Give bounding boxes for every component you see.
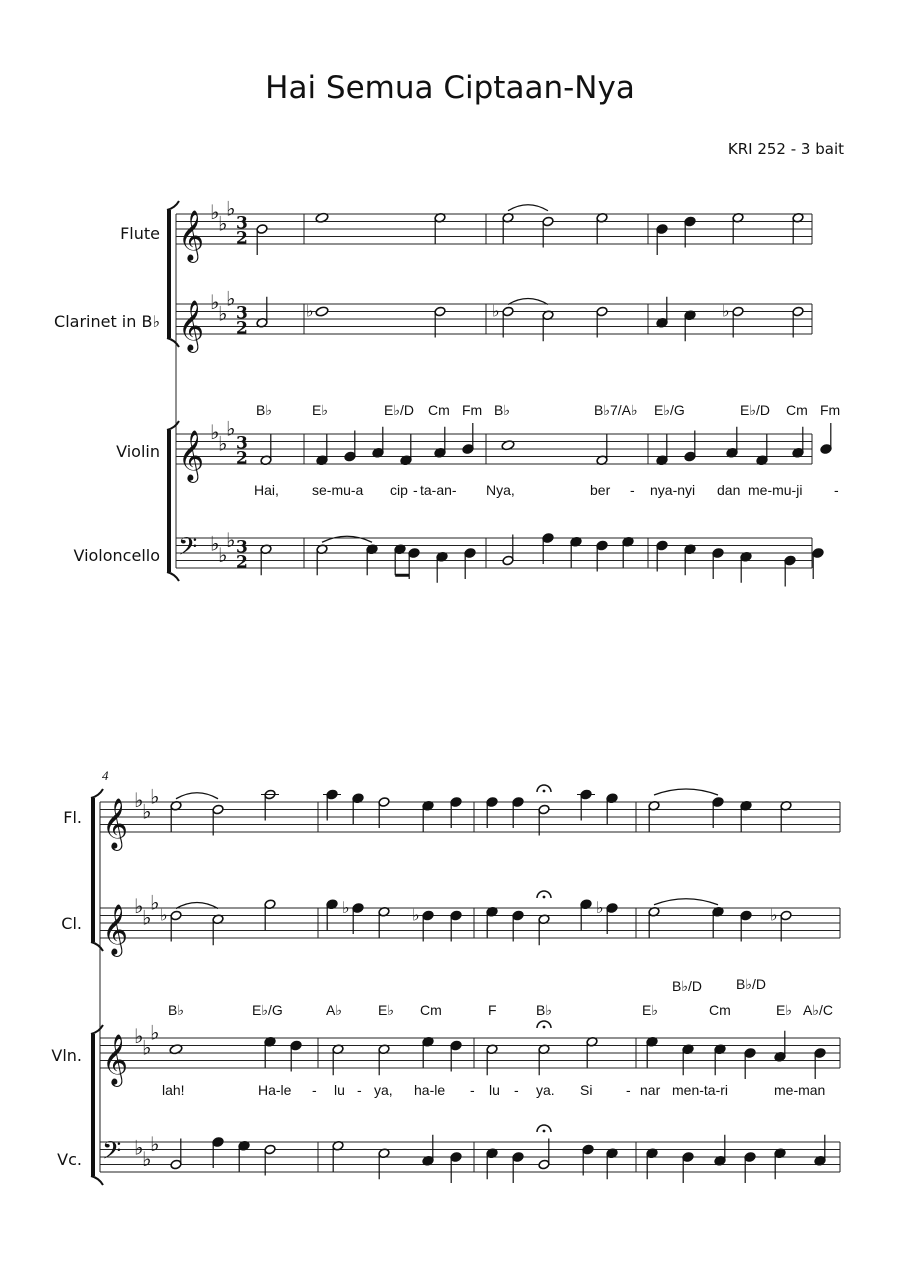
flat-accidental-icon: ♭	[492, 301, 500, 321]
flat-icon: ♭	[134, 1024, 144, 1048]
flat-icon: ♭	[218, 431, 228, 456]
lyric-syllable: me-man	[774, 1082, 826, 1098]
lyric-syllable: nar	[640, 1082, 661, 1098]
note-head	[582, 1144, 594, 1155]
fermata-dot	[543, 790, 546, 793]
lyric-syllable: dan	[717, 482, 741, 498]
part-name-flute: Flute	[120, 224, 160, 243]
flat-icon: ♭	[226, 416, 236, 441]
note-head	[256, 224, 268, 235]
note-head	[712, 548, 724, 559]
note-head	[712, 797, 724, 808]
treble-clef-icon: 𝄞	[102, 904, 129, 955]
flat-accidental-icon: ♭	[412, 905, 420, 925]
chord-symbol: E♭/G	[252, 1002, 283, 1018]
flat-accidental-icon: ♭	[306, 301, 314, 321]
lyric-syllable: lu	[489, 1082, 500, 1098]
note-head	[352, 903, 364, 914]
note-head	[212, 1137, 224, 1148]
note-head	[450, 1152, 462, 1163]
score-title: Hai Semua Ciptaan-Nya	[265, 70, 635, 106]
treble-clef-icon: 𝄞	[102, 1034, 129, 1085]
flat-icon: ♭	[210, 200, 220, 224]
flat-accidental-icon: ♭	[160, 905, 168, 925]
chord-symbol: E♭	[378, 1002, 394, 1018]
note-head	[378, 797, 390, 808]
lyric-syllable: -	[470, 1082, 475, 1098]
note-head	[784, 555, 796, 566]
note-head	[780, 910, 792, 921]
chord-symbol: Cm	[709, 1002, 731, 1018]
chord-symbol: E♭/G	[654, 402, 685, 418]
part-abbr-clarinet: Cl.	[61, 914, 82, 933]
bracket-cap	[91, 1176, 103, 1185]
note-head	[170, 910, 182, 921]
flat-icon: ♭	[218, 301, 228, 326]
chord-symbol: Fm	[462, 402, 483, 418]
fermata-dot	[543, 1130, 546, 1133]
time-signature-top: 3	[236, 537, 248, 558]
note-head	[464, 548, 476, 559]
fermata-dot	[543, 896, 546, 899]
lyric-syllable: -	[630, 482, 635, 498]
bracket-cap	[167, 421, 179, 430]
part-abbr-cello: Vc.	[57, 1150, 82, 1169]
note-head	[744, 1048, 756, 1059]
time-signature-bottom: 2	[236, 552, 248, 573]
flat-accidental-icon: ♭	[342, 898, 350, 917]
note-head	[682, 1152, 694, 1163]
chord-symbol: B♭7/A♭	[594, 402, 638, 418]
chord-symbol: B♭	[168, 1002, 184, 1018]
note-head	[684, 451, 696, 462]
note-head	[606, 903, 618, 914]
note-head	[450, 910, 462, 921]
note-head	[486, 797, 498, 808]
note-head	[596, 540, 608, 551]
time-signature-top: 3	[236, 213, 248, 234]
note-head	[450, 1040, 462, 1051]
lyric-syllable: ha-le	[414, 1082, 446, 1098]
lyric-syllable: ta-an-	[420, 482, 457, 498]
slur	[654, 789, 718, 795]
part-name-clarinet: Clarinet in B♭	[54, 312, 160, 331]
lyric-syllable: -	[514, 1082, 519, 1098]
chord-symbol: B♭/D	[736, 976, 766, 992]
note-head	[408, 548, 420, 559]
bracket-cap	[91, 789, 103, 798]
note-head	[512, 797, 524, 808]
note-head	[434, 306, 446, 317]
bracket-cap	[91, 1025, 103, 1034]
part-abbr-violin: Vln.	[51, 1046, 82, 1065]
time-signature-bottom: 2	[236, 228, 248, 249]
flat-accidental-icon: ♭	[770, 905, 778, 925]
bass-clef-icon: 𝄢	[102, 1136, 122, 1172]
chord-symbol: A♭/C	[803, 1002, 833, 1018]
lyric-syllable: se-mu-a	[312, 482, 364, 498]
flat-icon: ♭	[134, 788, 144, 812]
note-head	[344, 451, 356, 462]
chord-symbol: B♭	[256, 402, 272, 418]
slur	[508, 205, 548, 211]
lyric-syllable: -	[312, 1082, 317, 1098]
note-head	[744, 1152, 756, 1163]
flat-icon: ♭	[142, 1035, 152, 1060]
chord-symbol: Cm	[420, 1002, 442, 1018]
note-head	[462, 444, 474, 455]
lyric-syllable: -	[413, 482, 418, 498]
lyric-syllable: cip	[390, 482, 408, 498]
note-head	[542, 216, 554, 227]
flat-icon: ♭	[226, 527, 236, 552]
lyric-syllable: -	[834, 482, 839, 498]
flat-icon: ♭	[150, 1020, 160, 1045]
lyric-syllable: nya-nyi	[650, 482, 696, 498]
chord-symbol: Cm	[786, 402, 808, 418]
time-signature-bottom: 2	[236, 448, 248, 469]
lyric-syllable: me-mu-ji	[748, 482, 803, 498]
flat-icon: ♭	[218, 211, 228, 236]
flat-icon: ♭	[142, 905, 152, 930]
lyric-syllable: ber	[590, 482, 611, 498]
flat-accidental-icon: ♭	[596, 898, 604, 917]
score-subtitle: KRI 252 - 3 bait	[727, 140, 844, 158]
lyric-syllable: Si	[580, 1082, 593, 1098]
flat-icon: ♭	[210, 420, 220, 444]
note-head	[684, 216, 696, 227]
slur	[654, 899, 718, 905]
treble-clef-icon: 𝄞	[102, 798, 129, 849]
chord-symbol: E♭	[776, 1002, 792, 1018]
flat-icon: ♭	[226, 196, 236, 221]
chord-symbol: B♭	[494, 402, 510, 418]
lyric-syllable: lah!	[162, 1082, 185, 1098]
lyric-syllable: Nya,	[486, 482, 515, 498]
flat-icon: ♭	[142, 1146, 152, 1171]
note-head	[502, 306, 514, 317]
fermata-dot	[543, 1026, 546, 1029]
chord-symbol: Cm	[428, 402, 450, 418]
time-signature-top: 3	[236, 303, 248, 324]
note-head	[820, 444, 832, 455]
flat-icon: ♭	[142, 799, 152, 824]
note-head	[290, 1040, 302, 1051]
chord-symbol: E♭	[642, 1002, 658, 1018]
chord-symbol: Fm	[820, 402, 841, 418]
chord-symbol: B♭/D	[672, 978, 702, 994]
note-head	[512, 910, 524, 921]
note-head	[792, 306, 804, 317]
flat-icon: ♭	[150, 890, 160, 915]
flat-icon: ♭	[210, 531, 220, 556]
chord-symbol: E♭/D	[740, 402, 770, 418]
lyric-syllable: Ha-le	[258, 1082, 292, 1098]
chord-symbol: F	[488, 1002, 497, 1018]
treble-clef-icon: 𝄞	[178, 210, 205, 261]
flat-icon: ♭	[150, 1131, 160, 1156]
treble-clef-icon: 𝄞	[178, 300, 205, 351]
chord-symbol: A♭	[326, 1002, 342, 1018]
note-head	[538, 1159, 550, 1170]
lyric-syllable: -	[626, 1082, 631, 1098]
note-head	[212, 804, 224, 815]
bass-clef-icon: 𝄢	[178, 532, 198, 568]
flat-icon: ♭	[210, 290, 220, 314]
lyric-syllable: ya,	[374, 1082, 393, 1098]
lyric-syllable: -	[357, 1082, 362, 1098]
note-head	[656, 540, 668, 551]
note-head	[656, 224, 668, 235]
lyric-syllable: ya.	[536, 1082, 555, 1098]
note-head	[732, 306, 744, 317]
note-head	[542, 533, 554, 544]
lyric-syllable: Hai,	[254, 482, 279, 498]
note-head	[315, 306, 329, 317]
note-head	[450, 797, 462, 808]
part-name-cello: Violoncello	[73, 546, 160, 565]
treble-clef-icon: 𝄞	[178, 430, 205, 481]
note-head	[422, 910, 434, 921]
bracket-cap	[167, 572, 179, 581]
note-head	[512, 1152, 524, 1163]
chord-symbol: E♭	[312, 402, 328, 418]
slur	[322, 536, 372, 542]
flat-icon: ♭	[226, 286, 236, 311]
note-head	[812, 548, 824, 559]
note-head	[264, 1144, 276, 1155]
slur	[176, 793, 218, 799]
part-name-violin: Violin	[116, 442, 160, 461]
note-head	[502, 555, 514, 566]
note-head	[596, 306, 608, 317]
chord-symbol: B♭	[536, 1002, 552, 1018]
bracket-cap	[167, 201, 179, 210]
chord-symbol: E♭/D	[384, 402, 414, 418]
time-signature-bottom: 2	[236, 318, 248, 339]
part-abbr-flute: Fl.	[63, 808, 82, 827]
lyric-syllable: men-ta-ri	[672, 1082, 729, 1098]
time-signature-top: 3	[236, 433, 248, 454]
flat-accidental-icon: ♭	[722, 301, 730, 321]
note-head	[538, 804, 550, 815]
note-head	[814, 1048, 826, 1059]
flat-icon: ♭	[218, 542, 228, 567]
measure-number: 4	[102, 768, 109, 783]
note-head	[170, 1159, 182, 1170]
flat-icon: ♭	[134, 894, 144, 918]
note-head	[740, 910, 752, 921]
flat-icon: ♭	[134, 1135, 144, 1160]
lyric-syllable: lu	[334, 1082, 345, 1098]
flat-icon: ♭	[150, 784, 160, 809]
